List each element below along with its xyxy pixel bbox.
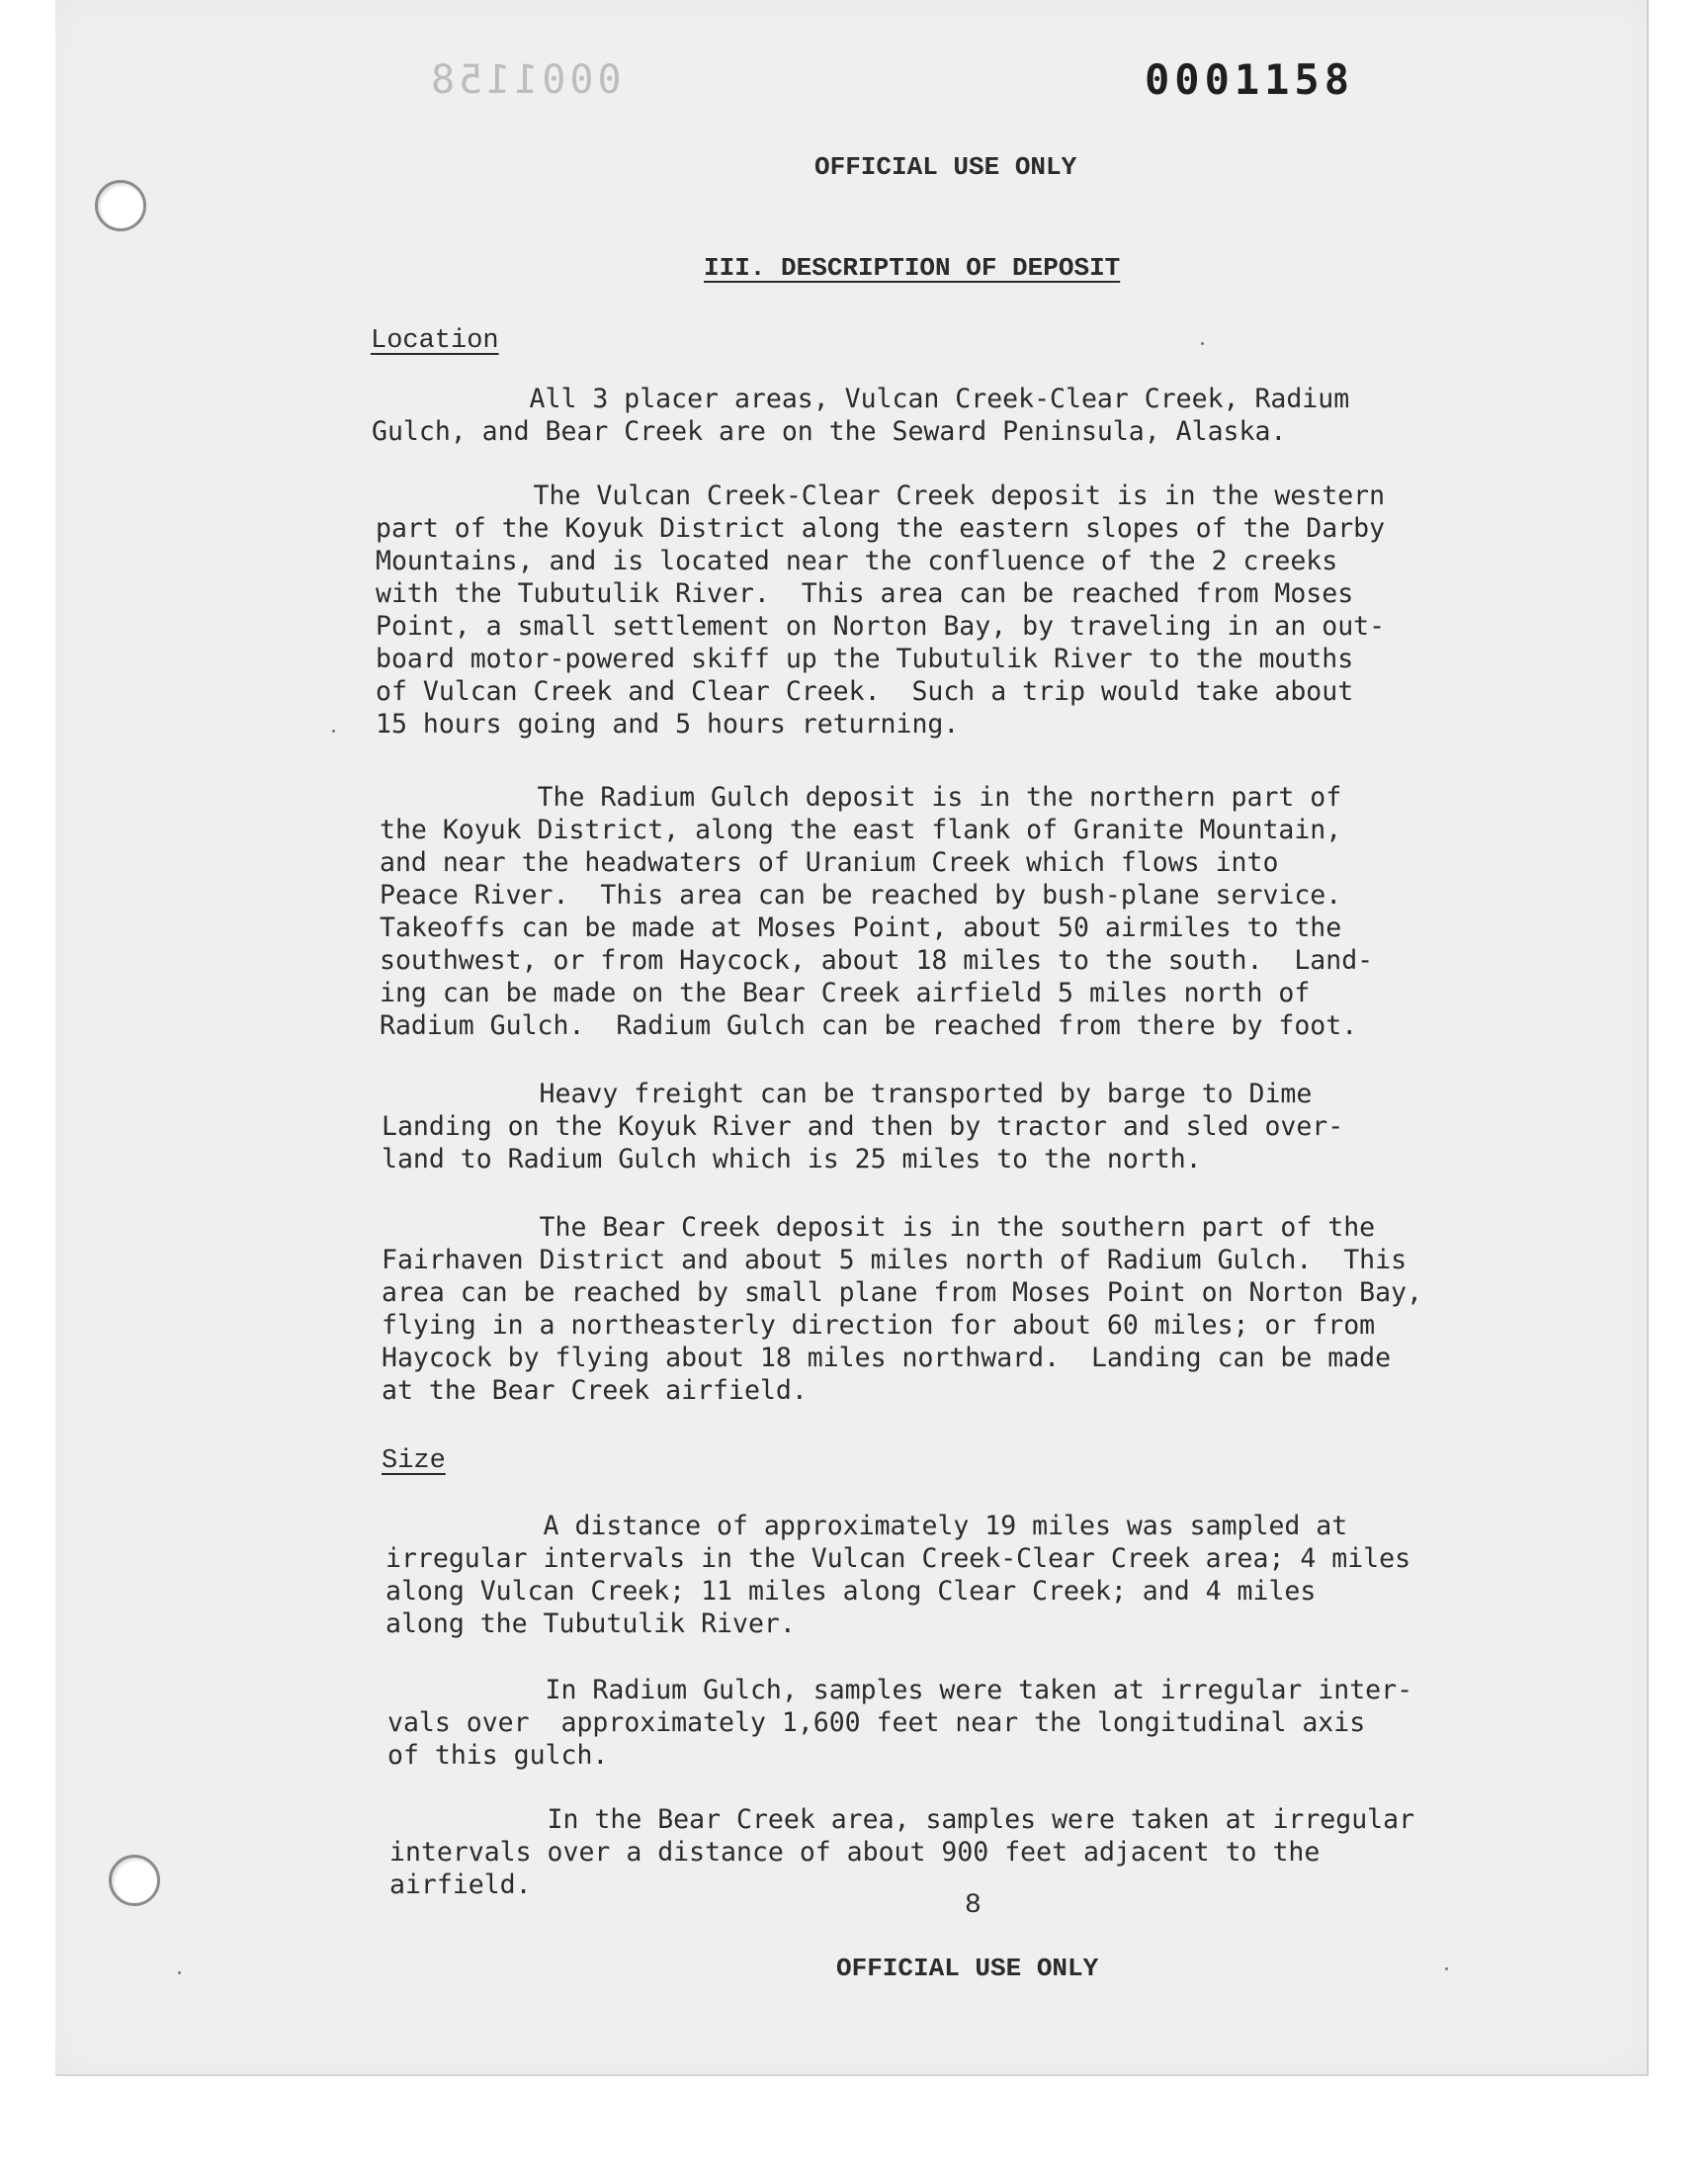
location-heading: Location [371, 326, 499, 356]
paragraph-size-bear: In the Bear Creek area, samples were taken at irregular intervals over a distance of about 900 feet adjacent to the airfield. [389, 1804, 1415, 1900]
size-heading: Size [382, 1446, 446, 1476]
scan-speck [1201, 342, 1204, 345]
scan-speck [1445, 1967, 1448, 1970]
scan-speck [178, 1971, 181, 1974]
paragraph-radium-gulch: The Radium Gulch deposit is in the northern part of the Koyuk District, along the east flank of Granite Mountain, and near the headwaters of Uranium Creek which flows into Peace River. This area can be reached by bush-plane service. Takeoffs can be made at Moses Point, about 50 airmiles to the southwest, or from Haycock, about 18 miles to the south. Land- ing can be made on the Bear Creek airfield 5 miles north of Radium Gulch. Radium Gulch can be reached from there by foot. [380, 782, 1374, 1041]
page-number: 8 [965, 1890, 982, 1921]
paragraph-size-radium: In Radium Gulch, samples were taken at irregular inter- vals over approximately 1,600 feet near the longitudinal axis of this gulch. [387, 1675, 1413, 1771]
top-security-marking: OFFICIAL USE ONLY [814, 152, 1077, 182]
binder-hole-top [95, 180, 146, 231]
section-title: III. DESCRIPTION OF DEPOSIT [704, 253, 1121, 283]
binder-hole-bottom [109, 1855, 160, 1906]
paragraph-size-vulcan: A distance of approximately 19 miles was sampled at irregular intervals in the Vulcan Creek-Clear Creek area; 4 miles along Vulcan Creek; 11 miles along Clear Creek; and 4 miles along the Tubutulik River. [385, 1511, 1411, 1639]
paragraph-bear-creek: The Bear Creek deposit is in the southern part of the Fairhaven District and about 5 miles north of Radium Gulch. This area can be reached by small plane from Moses Point on Norton Bay, flying in a northeasterly direction for about 60 miles; or from Haycock by flying about 18 miles northward. Landing can be made at the Bear Creek airfield. [382, 1212, 1422, 1406]
document-number: 0001158 [1145, 55, 1355, 104]
bottom-security-marking: OFFICIAL USE ONLY [836, 1954, 1099, 1983]
scan-speck [332, 730, 335, 733]
bleed-through-number: 0001158 [427, 57, 622, 103]
paragraph-vulcan-creek: The Vulcan Creek-Clear Creek deposit is in the western part of the Koyuk District along the eastern slopes of the Darby Mountains, and is located near the confluence of the 2 creeks with the Tubutulik River. This area can be reached from Moses Point, a small settlement on Norton Bay, by traveling in an out- board motor-powered skiff up the Tubutulik River to the mouths of Vulcan Creek and Clear Creek. Such a trip would take about 15 hours going and 5 hours returning. [376, 480, 1386, 740]
paragraph-heavy-freight: Heavy freight can be transported by barge to Dime Landing on the Koyuk River and then by tractor and sled over- land to Radium Gulch which is 25 miles to the north. [382, 1079, 1344, 1174]
paragraph-placer-areas: All 3 placer areas, Vulcan Creek-Clear Creek, Radium Gulch, and Bear Creek are on the Seward Peninsula, Alaska. [372, 384, 1350, 447]
